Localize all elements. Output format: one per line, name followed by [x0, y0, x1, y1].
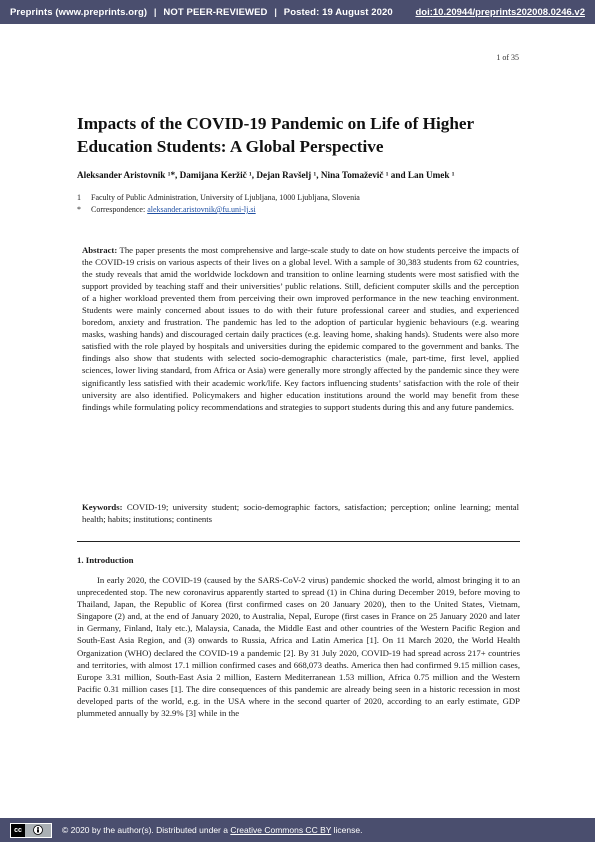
correspondence-email-link[interactable]: aleksander.aristovnik@fu.uni-lj.si: [147, 205, 256, 214]
affiliation-text: Faculty of Public Administration, University of Ljubljana, 1000 Ljubljana, Slovenia: [91, 193, 360, 202]
cc-license-icon[interactable]: [10, 823, 52, 838]
keywords-label: Keywords:: [82, 502, 123, 512]
header-separator: |: [153, 6, 157, 18]
section-heading: 1. Introduction: [77, 555, 134, 565]
license-text: [62, 825, 362, 835]
page-number: 1 of 35: [496, 53, 519, 62]
introduction-paragraph: In early 2020, the COVID-19 (caused by the SARS-CoV-2 virus) pandemic shocked the world, almost bringing it to an unprecedented stop. The new coronavirus apparently started to spread (1) in China during December 2019, before moving to Thailand, Japan, the Republic of Korea (first confirmed cases on 20 January 2020), then to the United States, Vietnam, Singapore (2) and, at the end of January 2020, to Australia, Nepal, Europe (first cases in France on 25 January 2020 and later in Germany, Finland, Italy etc.), Malaysia, Canada, the Middle East and other countries of the Western Pacific Region and South-East Asia Region, and (3) onwards to Russia, Africa and Latin America [1]. On 11 March 2020, the World Health Organization (WHO) declared the COVID-19 a pandemic [2]. By 31 July 2020, COVID-19 had spread across 217+ countries and territories, with almost 17.1 million confirmed cases and 668,073 deaths. America then had confirmed 9.15 million cases, Europe 3.31 million, South-East Asia 2 million, Eastern Mediterranean 1.53 million, Africa 0.75 million and the Western Pacific 0.31 million cases [1]. The dire consequences of this pandemic are already being seen in a historic recession in most developed parts of the world, e.g. in the USA where in the second quarter of 2020, according to an early estimate, GDP plummeted annually by 32.9% [3] while in the: [77, 575, 520, 719]
abstract-label: Abstract:: [82, 245, 118, 255]
license-suffix: license.: [331, 825, 363, 835]
keywords-text: COVID-19; university student; socio-demographic factors, satisfaction; perception; online learning; mental health; habits; institutions; continents: [82, 502, 519, 525]
preprints-source: Preprints (www.preprints.org): [10, 6, 148, 18]
cc-mark: cc: [11, 824, 25, 837]
affiliation-mark: 1: [77, 193, 81, 202]
license-footer: [0, 818, 595, 842]
abstract: [82, 244, 519, 413]
abstract-text: The paper presents the most comprehensive and large-scale study to date on how students perceive the impacts of the COVID-19 crisis on various aspects of their lives on a global level. With a sample of 30,383 students from 62 countries, the study reveals that amid the worldwide lockdown and transition to online learning students were most satisfied with the support provided by teaching staff and their universities’ public relations. Still, deficient computer skills and the perception of a higher workload prevented them from perceiving their own improved performance in the new teaching environment. Students were mainly concerned about issues to do with their future professional career and studies, and experienced boredom, anxiety and frustration. The pandemic has led to the adoption of particular hygienic behaviours (e.g. wearing masks, washing hands) and discouraged certain daily practices (e.g. leaving home, shaking hands). Students were also more satisfied with the role played by hospitals and universities during the epidemic compared to the government and banks. The findings also show that students with selected socio-demographic characteristics (male, part-time, first level, applied sciences, lower living standard, from Africa or Asia) were generally more strongly affected by the pandemic since they were significantly less satisfied with their academic work/life. Key factors influencing students’ satisfaction with the role of their university are also identified. Policymakers and higher education institutions around the world may benefit from these findings while formulating policy recommendations and strategies to support students during this and any future pandemics.: [82, 245, 519, 412]
person-icon: [25, 824, 51, 837]
review-status: NOT PEER-REVIEWED: [163, 6, 268, 18]
correspondence: [77, 205, 527, 214]
license-link[interactable]: Creative Commons CC BY: [230, 825, 332, 835]
paper-title: Impacts of the COVID-19 Pandemic on Life of Higher Education Students: A Global Perspective: [77, 114, 474, 156]
header-left: [10, 7, 393, 18]
posted-date: Posted: 19 August 2020: [283, 6, 393, 18]
author-list: Aleksander Aristovnik ¹*, Damijana Keržič ¹, Dejan Ravšelj ¹, Nina Tomaževič ¹ and Lan Umek ¹: [77, 170, 455, 180]
correspondence-mark: *: [77, 205, 81, 214]
license-prefix: © 2020 by the author(s). Distributed under a: [62, 825, 231, 835]
header-separator: |: [274, 6, 278, 18]
section-divider: [77, 541, 520, 542]
doi-link[interactable]: doi:10.20944/preprints202008.0246.v2: [415, 6, 585, 18]
affiliation: [77, 193, 527, 202]
keywords: [82, 501, 519, 525]
preprint-header-bar: [0, 0, 595, 24]
correspondence-label: Correspondence:: [91, 205, 148, 214]
